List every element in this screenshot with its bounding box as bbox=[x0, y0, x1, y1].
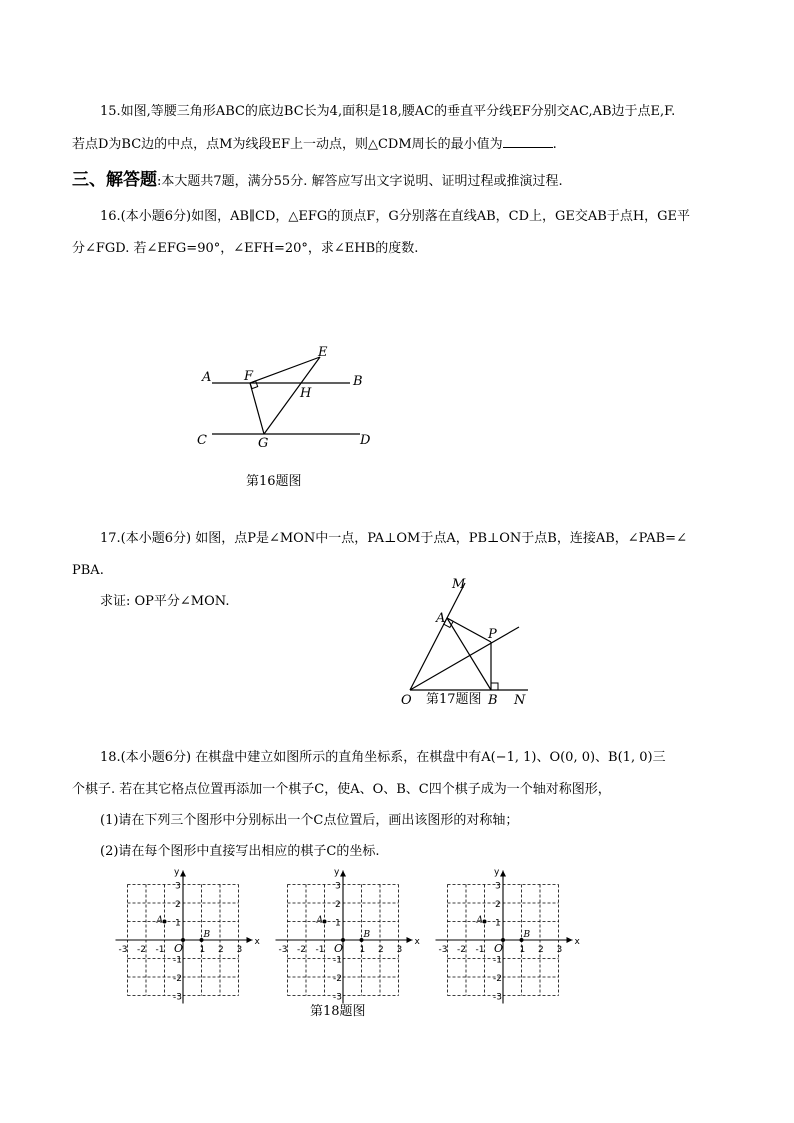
x-tick-label: 3 bbox=[236, 945, 243, 955]
y-tick-label: -3 bbox=[333, 992, 342, 1003]
x-tick-label: -2 bbox=[297, 945, 306, 955]
x-tick-label: -1 bbox=[155, 945, 165, 955]
label-h: H bbox=[300, 386, 312, 401]
section-heading bbox=[72, 170, 563, 192]
origin-label: O bbox=[174, 942, 184, 955]
q16-caption: 第16题图 bbox=[246, 474, 302, 489]
point-a bbox=[323, 920, 327, 924]
point-a bbox=[163, 920, 167, 924]
x-tick-label: -3 bbox=[438, 945, 448, 955]
x-axis-label: x bbox=[254, 937, 260, 947]
label-p: P bbox=[488, 627, 497, 642]
label-c: C bbox=[197, 433, 207, 448]
label-n: N bbox=[514, 693, 526, 708]
point-a bbox=[483, 920, 487, 924]
x-arrow bbox=[247, 937, 253, 943]
section-desc: :本大题共7题，满分55分. 解答应写出文字说明、证明过程或推演过程. bbox=[157, 174, 563, 189]
y-tick-label: 1 bbox=[335, 918, 341, 929]
q18-line4: (2)请在每个图形中直接写出相应的棋子C的坐标. bbox=[100, 844, 380, 859]
x-arrow bbox=[567, 937, 573, 943]
q15-line1: 15.如图,等腰三角形ABC的底边BC长为4,面积是18,腰AC的垂直平分线EF分别交AC,AB边于点E,F. bbox=[100, 104, 676, 119]
section-title: 三、解答题 bbox=[72, 170, 157, 190]
q17-line3: 求证: OP平分∠MON. bbox=[100, 594, 230, 609]
label-f: F bbox=[244, 369, 254, 384]
label-d: D bbox=[360, 433, 371, 448]
q17-line2: PBA. bbox=[72, 563, 104, 578]
x-tick-label: -2 bbox=[137, 945, 146, 955]
y-tick-label: -1 bbox=[173, 955, 182, 966]
x-tick-label: 2 bbox=[538, 945, 544, 955]
label-o: O bbox=[401, 693, 412, 708]
y-tick-label: -2 bbox=[493, 974, 502, 984]
y-arrow bbox=[340, 871, 346, 877]
x-tick-label: 2 bbox=[378, 945, 384, 955]
x-arrow bbox=[407, 937, 413, 943]
y-tick-label: -1 bbox=[493, 955, 502, 966]
point-a-label: A bbox=[316, 915, 323, 926]
label-b: B bbox=[488, 693, 498, 708]
point-o bbox=[181, 938, 185, 942]
origin-label: O bbox=[334, 942, 344, 955]
label-a: A bbox=[436, 611, 446, 626]
q17-line1: 17.(本小题6分) 如图，点P是∠MON中一点，PA⊥OM于点A，PB⊥ON于点B，连接AB，∠PAB=∠ bbox=[100, 531, 687, 546]
x-tick-label: 1 bbox=[199, 945, 206, 955]
q16-figure bbox=[190, 340, 390, 460]
y-tick-label: 1 bbox=[175, 918, 181, 929]
x-axis-label: x bbox=[414, 937, 420, 947]
point-b-label: B bbox=[203, 930, 211, 940]
q18-line1: 18.(本小题6分) 在棋盘中建立如图所示的直角坐标系，在棋盘中有A(−1, 1)、O(0, 0)、B(1, 0)三 bbox=[100, 750, 666, 765]
x-tick-label: 1 bbox=[519, 945, 526, 955]
q18-line2: 个棋子. 若在其它格点位置再添加一个棋子C，使A、O、B、C四个棋子成为一个轴对称图形， bbox=[72, 782, 611, 797]
x-tick-label: -1 bbox=[475, 945, 485, 955]
x-tick-label: 2 bbox=[218, 945, 224, 955]
y-tick-label: 2 bbox=[495, 900, 501, 910]
x-tick-label: 3 bbox=[396, 945, 403, 955]
q16-line2: 分∠FGD. 若∠EFG=90°，∠EFH=20°，求∠EHB的度数. bbox=[72, 241, 419, 256]
y-axis-label: y bbox=[334, 867, 340, 878]
label-g: G bbox=[258, 436, 269, 451]
point-a-label: A bbox=[476, 915, 483, 926]
x-tick-label: -3 bbox=[118, 945, 128, 955]
point-a-label: A bbox=[156, 915, 163, 926]
segment-fg bbox=[250, 383, 264, 434]
q17-caption: 第17题图 bbox=[426, 692, 482, 707]
label-m: M bbox=[452, 577, 466, 592]
y-axis-label: y bbox=[494, 867, 500, 878]
y-tick-label: 2 bbox=[335, 900, 341, 910]
q17-figure bbox=[395, 575, 535, 710]
point-o bbox=[341, 938, 345, 942]
label-e: E bbox=[318, 345, 328, 360]
y-tick-label: 3 bbox=[335, 881, 341, 892]
y-tick-label: 3 bbox=[495, 881, 501, 892]
q15-line2-end: . bbox=[552, 137, 557, 152]
y-tick-label: -3 bbox=[493, 992, 502, 1003]
q18-line3: (1)请在下列三个图形中分别标出一个C点位置后，画出该图形的对称轴； bbox=[100, 813, 519, 828]
right-angle-b bbox=[491, 683, 498, 690]
y-tick-label: 3 bbox=[175, 881, 181, 892]
x-tick-label: -3 bbox=[278, 945, 288, 955]
segment-fe bbox=[250, 357, 320, 383]
x-tick-label: -1 bbox=[315, 945, 325, 955]
y-arrow bbox=[180, 871, 186, 877]
point-b-label: B bbox=[523, 930, 531, 940]
q18-caption: 第18题图 bbox=[310, 1004, 366, 1019]
coordinate-grid-1[interactable] bbox=[108, 860, 288, 1010]
segment-pa bbox=[447, 618, 491, 642]
q15-line2-text: 若点D为BC边的中点，点M为线段EF上一动点，则△CDM周长的最小值为 bbox=[72, 137, 503, 152]
y-arrow bbox=[500, 871, 506, 877]
y-tick-label: -3 bbox=[173, 992, 182, 1003]
q16-line1: 16.(本小题6分)如图，AB∥CD，△EFG的顶点F，G分别落在直线AB，CD上，GE交AB于点H，GE平 bbox=[100, 209, 691, 224]
point-o bbox=[501, 938, 505, 942]
y-tick-label: 1 bbox=[495, 918, 501, 929]
answer-blank[interactable] bbox=[503, 135, 553, 148]
coordinate-grid-3[interactable] bbox=[428, 860, 608, 1010]
y-tick-label: -2 bbox=[173, 974, 182, 984]
point-b-label: B bbox=[363, 930, 371, 940]
label-b: B bbox=[353, 374, 363, 389]
segment-ge bbox=[264, 357, 320, 434]
y-tick-label: 2 bbox=[175, 900, 181, 910]
segment-ab bbox=[447, 618, 491, 690]
y-tick-label: -1 bbox=[333, 955, 342, 966]
x-axis-label: x bbox=[574, 937, 580, 947]
x-tick-label: 3 bbox=[556, 945, 563, 955]
origin-label: O bbox=[494, 942, 504, 955]
y-axis-label: y bbox=[174, 867, 180, 878]
coordinate-grid-2[interactable] bbox=[268, 860, 448, 1010]
x-tick-label: 1 bbox=[359, 945, 366, 955]
q15-line2 bbox=[72, 135, 557, 154]
label-a: A bbox=[202, 370, 212, 385]
x-tick-label: -2 bbox=[457, 945, 466, 955]
y-tick-label: -2 bbox=[333, 974, 342, 984]
